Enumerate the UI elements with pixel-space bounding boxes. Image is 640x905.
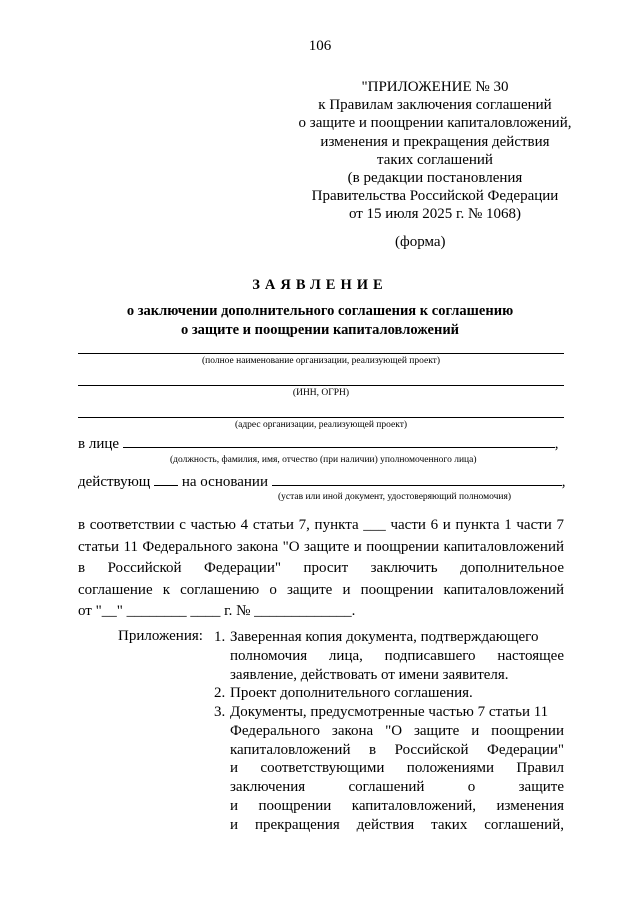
appendix-line: о защите и поощрении капиталовложений, xyxy=(298,115,572,132)
paragraph-line: соглашение к соглашению о защите и поощрении капиталовложений xyxy=(78,581,564,598)
appendix-line: "ПРИЛОЖЕНИЕ № 30 xyxy=(361,79,509,95)
paragraph-line: статьи 11 Федерального закона "О защите и поощрении капиталовложений xyxy=(78,538,564,555)
in-person-field[interactable] xyxy=(123,436,555,448)
address-caption: (адрес организации, реализующей проект) xyxy=(234,420,408,430)
appendix-line: от 15 июля 2025 г. № 1068) xyxy=(348,206,522,223)
attachment-line: Заверенная копия документа, подтверждающего xyxy=(230,629,539,645)
attachment-item-3 xyxy=(214,703,564,835)
attachment-item-1 xyxy=(214,628,564,684)
in-person-caption: (должность, фамилия, имя, отчество (при наличии) уполномоченного лица) xyxy=(170,455,477,465)
subtitle-line: о защите и поощрении капиталовложений xyxy=(180,321,460,338)
document-title: ЗАЯВЛЕНИЕ xyxy=(252,277,388,293)
address-line[interactable] xyxy=(78,417,564,418)
appendix-line: к Правилам заключения соглашений xyxy=(318,97,552,114)
appendix-line: таких соглашений xyxy=(377,151,493,168)
attachments-label: Приложения: xyxy=(118,628,203,644)
page-number: 106 xyxy=(308,38,332,54)
attachment-line: заключения соглашений о защите xyxy=(230,779,564,796)
paragraph-line: в соответствии с частью 4 статьи 7, пункта ___ части 6 и пункта 1 части 7 xyxy=(78,517,564,533)
basis-caption: (устав или иной документ, удостоверяющий полномочия) xyxy=(278,492,512,502)
attachment-line: Проект дополнительного соглашения. xyxy=(230,685,473,701)
attachment-line: и соответствующими положениями Правил xyxy=(230,760,564,777)
appendix-header xyxy=(290,78,580,224)
attachment-line: Документы, предусмотренные частью 7 статьи 11 xyxy=(230,704,549,720)
attachment-item-2 xyxy=(214,684,564,703)
comma: , xyxy=(561,474,566,490)
paragraph-line: от "__" ________ ____ г. № _____________. xyxy=(78,603,356,620)
acting-ending-field[interactable] xyxy=(154,474,178,486)
appendix-line: Правительства Российской Федерации xyxy=(311,188,559,205)
attachment-number: 1. xyxy=(214,629,226,645)
acting-row xyxy=(78,474,564,491)
paragraph-line: в Российской Федерации" просит заключить дополнительное xyxy=(78,560,564,577)
attachment-line: и поощрении капиталовложений, изменения xyxy=(230,797,564,814)
form-label: (форма) xyxy=(395,234,446,250)
org-name-line[interactable] xyxy=(78,353,564,354)
appendix-line: (в редакции постановления xyxy=(347,170,523,187)
appendix-line: изменения и прекращения действия xyxy=(320,133,550,150)
attachment-line: капиталовложений в Российской Федерации" xyxy=(230,741,564,758)
acting-label: действующ xyxy=(78,474,151,490)
attachment-number: 2. xyxy=(214,685,226,701)
attachment-line: заявление, действовать от имени заявителя. xyxy=(230,666,509,683)
basis-label: на основании xyxy=(181,474,268,490)
in-person-label: в лице xyxy=(78,436,120,452)
attachment-line: Федерального закона "О защите и поощрении xyxy=(230,722,564,739)
basis-field[interactable] xyxy=(272,474,562,486)
org-name-caption: (полное наименование организации, реализующей проект) xyxy=(201,356,440,366)
document-subtitle xyxy=(0,302,640,339)
body-paragraph xyxy=(78,515,564,623)
subtitle-line: о заключении дополнительного соглашения к соглашению xyxy=(126,303,514,319)
comma: , xyxy=(554,436,559,452)
attachment-number: 3. xyxy=(214,704,226,720)
inn-ogrn-caption: (ИНН, ОГРН) xyxy=(292,388,350,398)
attachment-line: и прекращения действия таких соглашений, xyxy=(230,816,564,833)
in-person-row xyxy=(78,436,564,453)
inn-ogrn-line[interactable] xyxy=(78,385,564,386)
attachment-line: полномочия лица, подписавшего настоящее xyxy=(230,647,564,664)
